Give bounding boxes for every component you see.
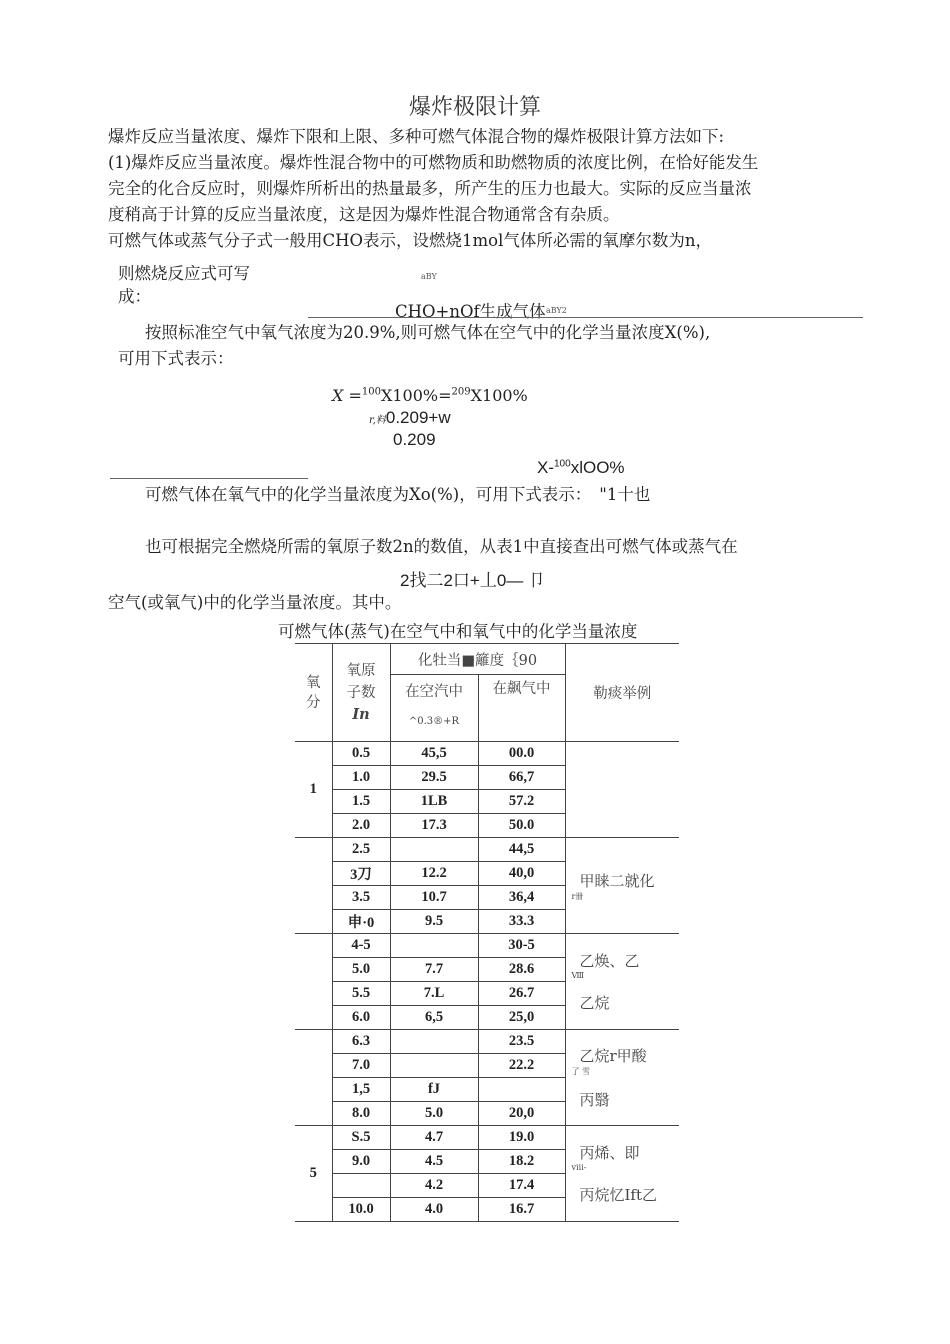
atoms-cell: 5.5 <box>332 982 390 1006</box>
oxygen-concentration-cell: 16.7 <box>478 1198 565 1222</box>
oxygen-concentration-cell: 00.0 <box>478 742 565 766</box>
para5-main: 可燃气体在氧气中的化学当量浓度为Xo(%)，可用下式表示： <box>145 485 592 504</box>
table-row <box>295 934 679 958</box>
table-body <box>295 742 679 1222</box>
example-text: 乙烷r甲酸 <box>579 1047 647 1065</box>
air-concentration-cell: 17.3 <box>390 814 478 838</box>
air-concentration-cell: 10.7 <box>390 886 478 910</box>
para3-line2: 成： <box>118 287 151 306</box>
air-concentration-cell <box>390 1030 478 1054</box>
para7: 空气(或氧气)中的化学当量浓度。其中。 <box>108 593 402 612</box>
oxygen-concentration-cell: 30-5 <box>478 934 565 958</box>
oxygen-concentration-cell: 57.2 <box>478 790 565 814</box>
atoms-cell: 10.0 <box>332 1198 390 1222</box>
air-concentration-cell: 6,5 <box>390 1006 478 1030</box>
formula-sup1: 100 <box>361 386 381 398</box>
formula-denom-main: 0.209+w <box>385 408 451 427</box>
formula-denom2: 0.209 <box>393 430 436 449</box>
atoms-cell: 6.3 <box>332 1030 390 1054</box>
oxygen-concentration-cell: 66,7 <box>478 766 565 790</box>
air-concentration-cell: 45,5 <box>390 742 478 766</box>
example-small-text: ⅷ- <box>571 1163 587 1172</box>
para1-line3: 度稍高于计算的反应当量浓度，这是因为爆炸性混合物通常含有杂质。 <box>108 205 620 224</box>
air-concentration-cell <box>390 1054 478 1078</box>
atoms-cell: 5.0 <box>332 958 390 982</box>
formula4-pre: X- <box>537 458 554 477</box>
oxygen-concentration-cell <box>478 1078 565 1102</box>
oxygen-concentration-cell: 25,0 <box>478 1006 565 1030</box>
group-label <box>295 934 332 1030</box>
example-text-2: 丙烷忆Ift乙 <box>579 1186 658 1204</box>
formula4-sup: 100 <box>554 458 571 470</box>
oxygen-concentration-cell: 19.0 <box>478 1126 565 1150</box>
air-concentration-cell: 4.5 <box>390 1150 478 1174</box>
example-cell <box>565 1126 679 1222</box>
para1-line2: 完全的化合反应时，则爆炸所析出的热量最多，所产生的压力也最大。实际的反应当量浓 <box>108 179 752 198</box>
air-concentration-cell: 4.0 <box>390 1198 478 1222</box>
atoms-cell <box>332 1174 390 1198</box>
atoms-cell: 7.0 <box>332 1054 390 1078</box>
short-rule <box>110 478 308 479</box>
example-text: 乙焕、乙 <box>579 952 640 970</box>
header-atoms-line2: 子数 <box>346 684 376 701</box>
air-concentration-cell <box>390 838 478 862</box>
divider-line <box>308 317 863 318</box>
reaction-formula: CHO+nOf生成气体 <box>395 302 546 321</box>
formula-oxygen <box>537 458 625 478</box>
example-small-text: Ⅷ <box>571 971 585 980</box>
atoms-cell: 1,5 <box>332 1078 390 1102</box>
oxygen-concentration-cell: 22.2 <box>478 1054 565 1078</box>
garbled-formula: 2找二2口+丄0— 卩 <box>400 571 546 590</box>
atoms-cell: 6.0 <box>332 1006 390 1030</box>
atoms-cell: 申·0 <box>332 910 390 934</box>
tiny-label-aby2: aBY2 <box>546 306 567 315</box>
atoms-cell: 1.5 <box>332 790 390 814</box>
oxygen-concentration-cell: 26.7 <box>478 982 565 1006</box>
formula-small: r,料 <box>369 415 386 426</box>
formula-equals: = <box>348 386 362 405</box>
para5-tail: "1十也 <box>599 485 651 504</box>
intro-paragraph: 爆炸反应当量浓度、爆炸下限和上限、多种可燃气体混合物的爆炸极限计算方法如下: <box>108 127 725 146</box>
atoms-cell: 2.0 <box>332 814 390 838</box>
air-concentration-cell: 1LB <box>390 790 478 814</box>
air-concentration-cell <box>390 934 478 958</box>
atoms-cell: 3刀 <box>332 862 390 886</box>
header-concentration: 化牡当■籬度｛90 <box>390 644 565 675</box>
oxygen-concentration-cell: 18.2 <box>478 1150 565 1174</box>
formula-air <box>332 386 528 405</box>
air-concentration-cell: 7.L <box>390 982 478 1006</box>
oxygen-concentration-cell: 36,4 <box>478 886 565 910</box>
oxygen-concentration-cell: 20,0 <box>478 1102 565 1126</box>
air-concentration-cell: 4.2 <box>390 1174 478 1198</box>
air-concentration-cell: 5.0 <box>390 1102 478 1126</box>
header-in-air <box>390 675 478 742</box>
header-air-sub: ^0.3®+R <box>408 716 460 727</box>
header-air-label: 在空汽中 <box>405 684 463 700</box>
para5 <box>145 482 650 508</box>
header-atoms-line1: 氧原 <box>346 662 376 679</box>
oxygen-concentration-cell: 17.4 <box>478 1174 565 1198</box>
oxygen-concentration-cell: 33.3 <box>478 910 565 934</box>
atoms-cell: 2.5 <box>332 838 390 862</box>
example-cell <box>565 934 679 1030</box>
air-concentration-cell: 4.7 <box>390 1126 478 1150</box>
group-label: 5 <box>295 1126 332 1222</box>
table-row <box>295 1030 679 1054</box>
air-concentration-cell: fJ <box>390 1078 478 1102</box>
oxygen-concentration-cell: 50.0 <box>478 814 565 838</box>
para4-line2: 可用下式表示： <box>118 349 234 368</box>
concentration-table <box>295 643 679 1222</box>
atoms-cell: 4-5 <box>332 934 390 958</box>
formula-var-x: X <box>332 386 344 405</box>
formula-end: X100% <box>470 386 528 405</box>
air-concentration-cell: 9.5 <box>390 910 478 934</box>
atoms-cell: S.5 <box>332 1126 390 1150</box>
para2: 可燃气体或蒸气分子式一般用CHO表示，设燃烧1mol气体所必需的氧摩尔数为n， <box>108 231 713 250</box>
air-concentration-cell: 12.2 <box>390 862 478 886</box>
atoms-cell: 3.5 <box>332 886 390 910</box>
example-text-2: 乙烷 <box>579 994 610 1012</box>
tiny-label-aby: aBY <box>421 272 437 281</box>
atoms-cell: 1.0 <box>332 766 390 790</box>
header-oxygen-fraction: 氧 分 <box>295 644 332 742</box>
header-in-oxygen: 在飙气中 <box>478 675 565 742</box>
table-caption: 可燃气体(蒸气)在空气中和氧气中的化学当量浓度 <box>278 622 638 641</box>
oxygen-concentration-cell: 28.6 <box>478 958 565 982</box>
formula4-post: xlOO% <box>570 458 625 477</box>
air-concentration-cell: 7.7 <box>390 958 478 982</box>
header-oxygen-atoms <box>332 644 390 742</box>
example-cell <box>565 742 679 838</box>
formula-sup2: 209 <box>451 386 471 398</box>
para4-line1: 按照标准空气中氧气浓度为20.9%,则可燃气体在空气中的化学当量浓度X(%), <box>145 323 711 342</box>
example-cell <box>565 838 679 934</box>
table-header-row <box>295 644 679 675</box>
group-label <box>295 1030 332 1126</box>
table-row <box>295 742 679 766</box>
para6: 也可根据完全燃烧所需的氧原子数2n的数值，从表1中直接查出可燃气体或蒸气在 <box>145 537 738 556</box>
header-examples: 勒痰举例 <box>565 644 679 742</box>
example-text: 丙烯、即 <box>579 1144 640 1162</box>
example-text-2: 丙翳 <box>579 1091 610 1109</box>
table-row <box>295 1126 679 1150</box>
atoms-cell: 8.0 <box>332 1102 390 1126</box>
table-row <box>295 838 679 862</box>
para1-line1: (1)爆炸反应当量浓度。爆炸性混合物中的可燃物质和助燃物质的浓度比例，在恰好能发生 <box>108 153 759 172</box>
atoms-cell: 9.0 <box>332 1150 390 1174</box>
example-small-text: 了 雪 <box>571 1067 591 1076</box>
page-title: 爆炸极限计算 <box>408 95 541 120</box>
air-concentration-cell: 29.5 <box>390 766 478 790</box>
group-label: 1 <box>295 742 332 838</box>
oxygen-concentration-cell: 40,0 <box>478 862 565 886</box>
example-text: 甲睐二就化 <box>579 871 655 890</box>
group-label <box>295 838 332 934</box>
oxygen-concentration-cell: 23.5 <box>478 1030 565 1054</box>
example-small-text: r卌 <box>571 891 584 901</box>
example-cell <box>565 1030 679 1126</box>
atoms-cell: 0.5 <box>332 742 390 766</box>
header-atoms-line3: In <box>352 705 370 723</box>
formula-denominator <box>369 408 451 428</box>
oxygen-concentration-cell: 44,5 <box>478 838 565 862</box>
para3-line1: 则燃烧反应式可写 <box>118 264 250 283</box>
formula-mid: X100%= <box>380 386 452 405</box>
